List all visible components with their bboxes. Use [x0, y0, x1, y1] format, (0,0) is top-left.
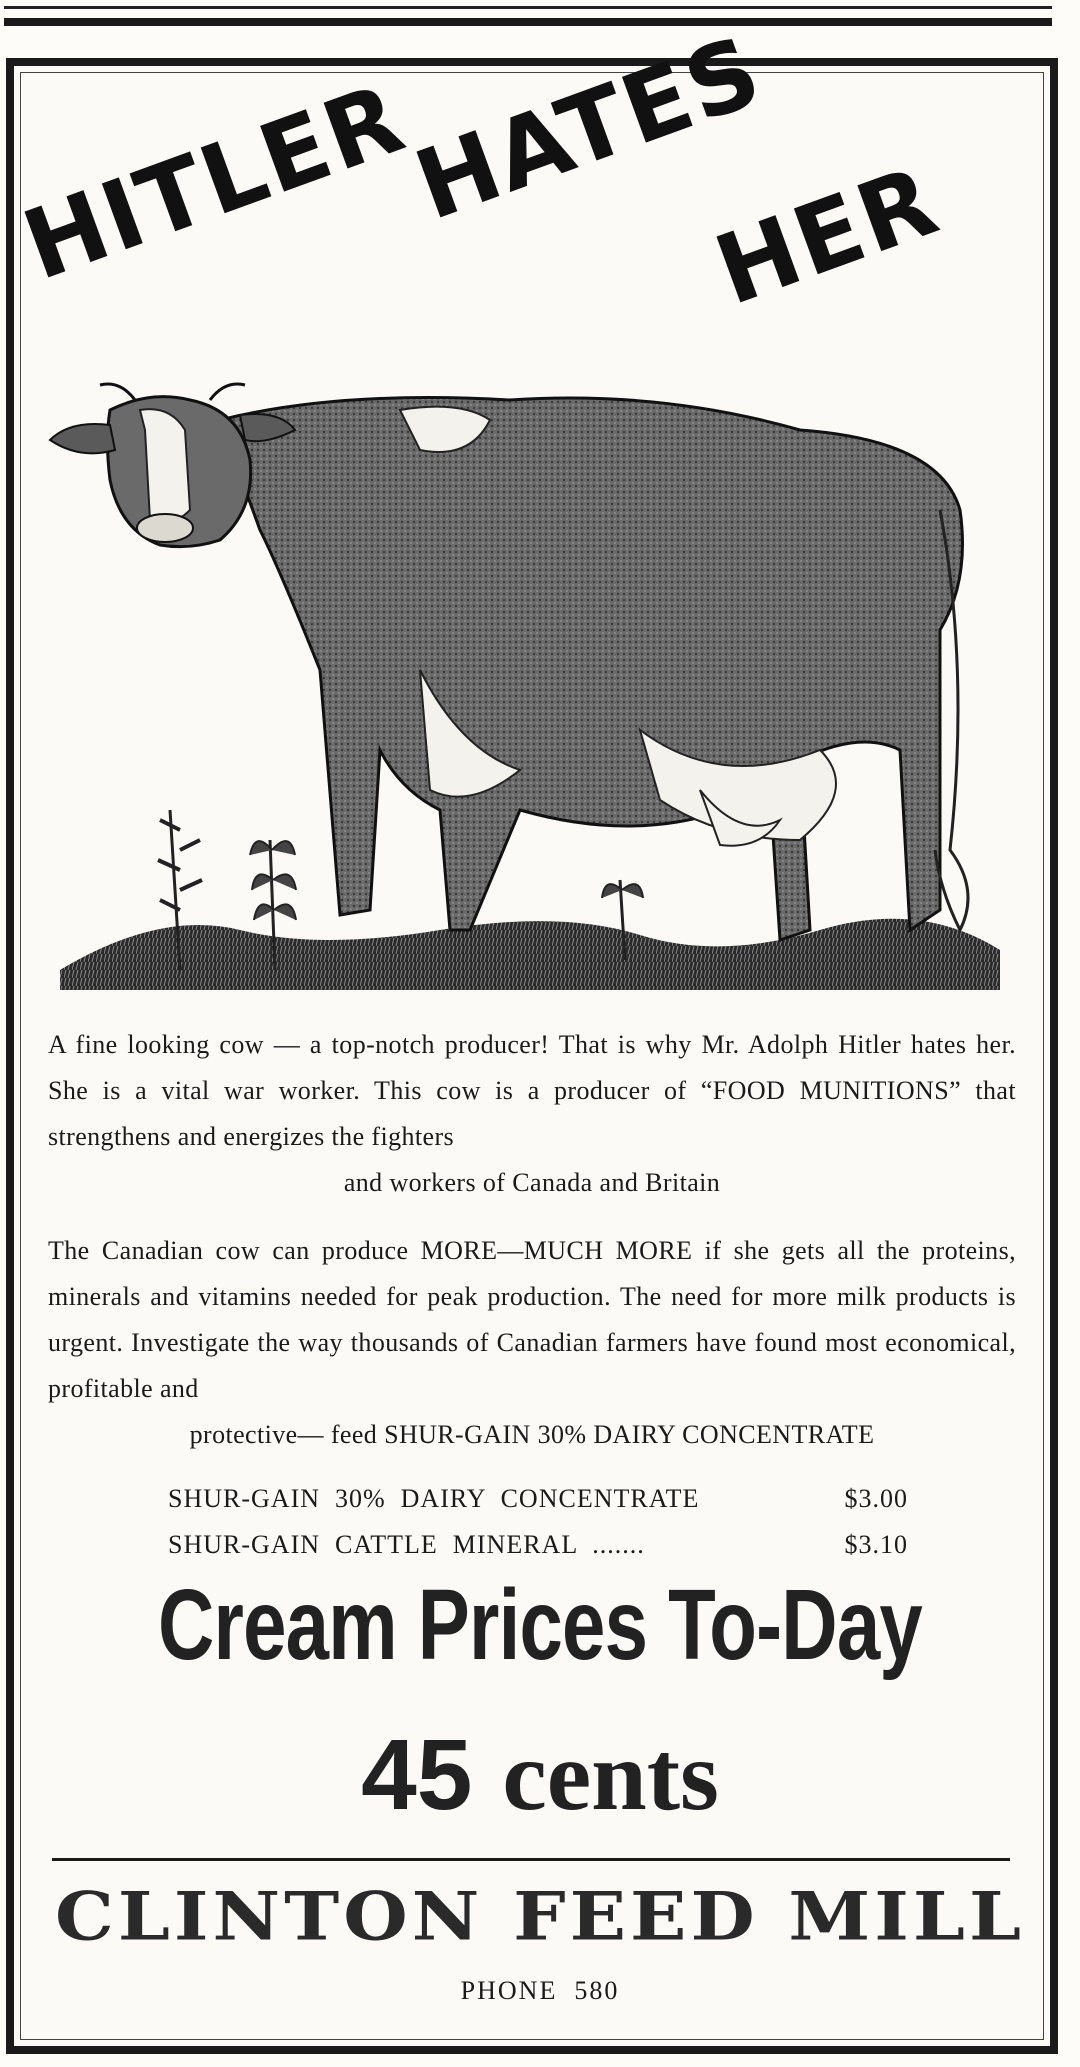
price-row: [168, 1522, 908, 1568]
intro-paragraph-last-line: and workers of Canada and Britain: [343, 1168, 721, 1197]
price-list: [168, 1476, 908, 1568]
divider: [52, 1858, 1010, 1861]
price-value: $3.00: [844, 1484, 908, 1513]
price-item: SHUR-GAIN CATTLE MINERAL .......: [168, 1530, 645, 1559]
cream-price: [0, 1718, 1080, 1833]
price-row: [168, 1476, 908, 1522]
cream-prices-title: Cream Prices To-Day: [157, 1569, 923, 1681]
price-value: $3.10: [844, 1530, 908, 1559]
intro-paragraph-text: A fine looking cow — a top-notch producer! That is why Mr. Adolph Hitler hates her. She is a vital war worker. This cow is a producer of “FOOD MUNITIONS” that strengthens and energizes the fighters: [48, 1030, 1016, 1151]
cream-price-amount: 45: [361, 1719, 473, 1831]
feed-paragraph: [48, 1228, 1016, 1458]
headline-word-her: HER: [701, 144, 953, 327]
cow-illustration: [40, 370, 1020, 990]
feed-paragraph-last-line: protective— feed SHUR-GAIN 30% DAIRY CONCENTRATE: [189, 1420, 875, 1449]
price-item: SHUR-GAIN 30% DAIRY CONCENTRATE: [168, 1484, 700, 1513]
headline-word-hates: HATES: [401, 14, 776, 242]
intro-paragraph: [48, 1022, 1016, 1206]
headline: [0, 0, 1080, 380]
feed-paragraph-text: The Canadian cow can produce MORE—MUCH MORE if she gets all the proteins, minerals and vitamins needed for peak production. The need for more milk products is urgent. Investigate the way thousands of Canadian farmers have found most economical, profitable and: [48, 1236, 1016, 1403]
mill-name: CLINTON FEED MILL: [55, 1878, 1025, 1956]
headline-word-hitler: HITLER: [9, 61, 419, 302]
phone-number: PHONE 580: [460, 1976, 620, 2005]
cream-price-unit: cents: [502, 1720, 719, 1831]
